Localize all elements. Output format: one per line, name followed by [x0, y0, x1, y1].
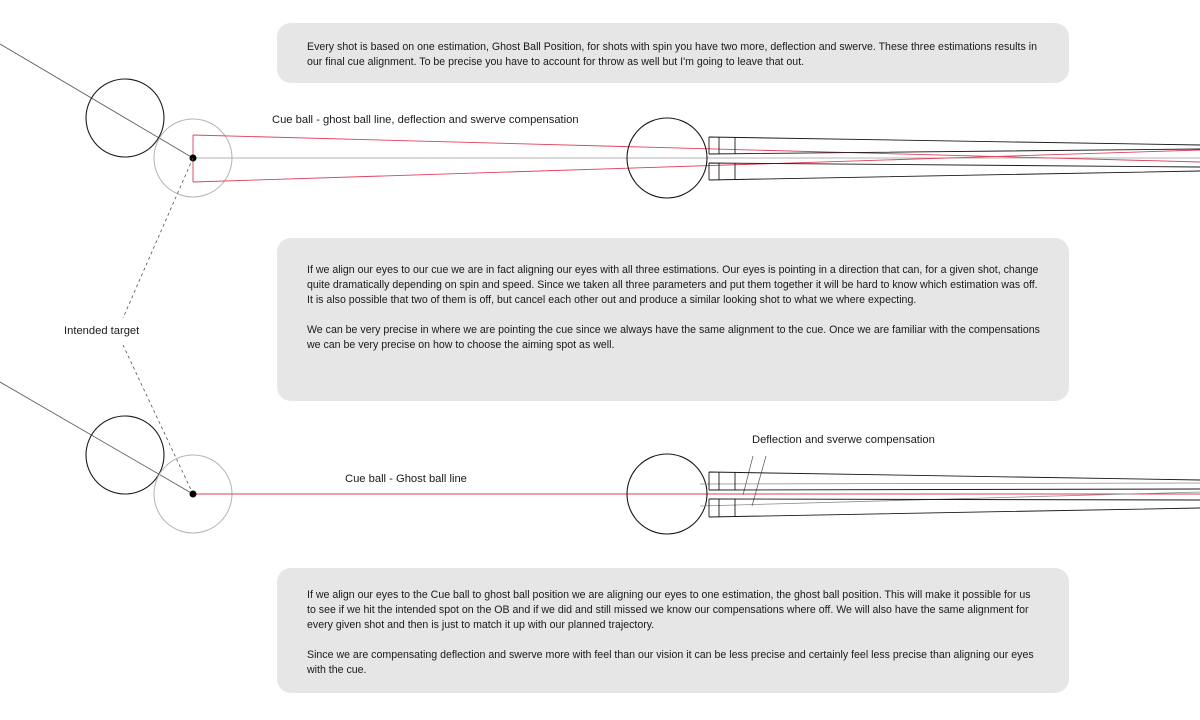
bottom-scene	[0, 382, 1200, 534]
top-line-label: Cue ball - ghost ball line, deflection and swerve compensation	[272, 114, 579, 126]
deflection-pointer-2	[752, 456, 766, 506]
intro-panel	[277, 23, 1069, 83]
bottom-line-label: Cue ball - Ghost ball line	[345, 473, 467, 485]
intro-text: Every shot is based on one estimation, Ghost Ball Position, for shots with spin you have two more, deflection and swerve. These three estimations results in our final cue alignment. To be precise you have to account for throw as well but I'm going to leave that out.	[307, 41, 1037, 68]
cue-top	[709, 137, 1200, 180]
ghost-ball-alignment-paragraph-2: Since we are compensating deflection and swerve more with feel than our vision it can be less precise and certainly feel less precise than aligning our eyes with the cue.	[307, 649, 1034, 676]
object-ball-path-top	[0, 44, 193, 158]
cue-alignment-paragraph-2: We can be very precise in where we are pointing the cue since we always have the same alignment to the cue. Once we are familiar with the compensations we can be very precise on how to choose the aiming spot as well.	[307, 324, 1040, 351]
deflection-label: Deflection and sverwe compensation	[752, 434, 935, 446]
target-dash-bottom	[123, 345, 193, 494]
intended-target-label: Intended target	[64, 325, 140, 337]
deflection-pointer-1	[743, 456, 753, 495]
object-ball-path-bottom	[0, 382, 193, 494]
ghost-ball-alignment-paragraph-1: If we align our eyes to the Cue ball to ghost ball position we are aligning our eyes to one estimation, the ghost ball position. This will make it possible for us to see if we hit the intended spot on the OB and if we did and still missed we know our compensations where off. We will also have the same alignment for every given shot and then is just to match it up with our planned trajectory.	[307, 589, 1031, 631]
cue-alignment-panel	[277, 238, 1069, 401]
target-dash-top	[123, 158, 193, 318]
ghost-ball-alignment-panel	[277, 568, 1069, 693]
aim-point-bottom	[190, 491, 197, 498]
compensation-line-1	[700, 483, 1200, 484]
cue-alignment-paragraph-1: If we align our eyes to our cue we are in fact aligning our eyes with all three estimations. Our eyes is pointing in a direction that can, for a given shot, change quite dramatically depending on spin and speed. Since we taken all three parameters and put them together it will be hard to know which estimation was off. It is also possible that two of them is off, but cancel each other out and produce a similar looking shot to what we where expecting.	[307, 264, 1039, 306]
